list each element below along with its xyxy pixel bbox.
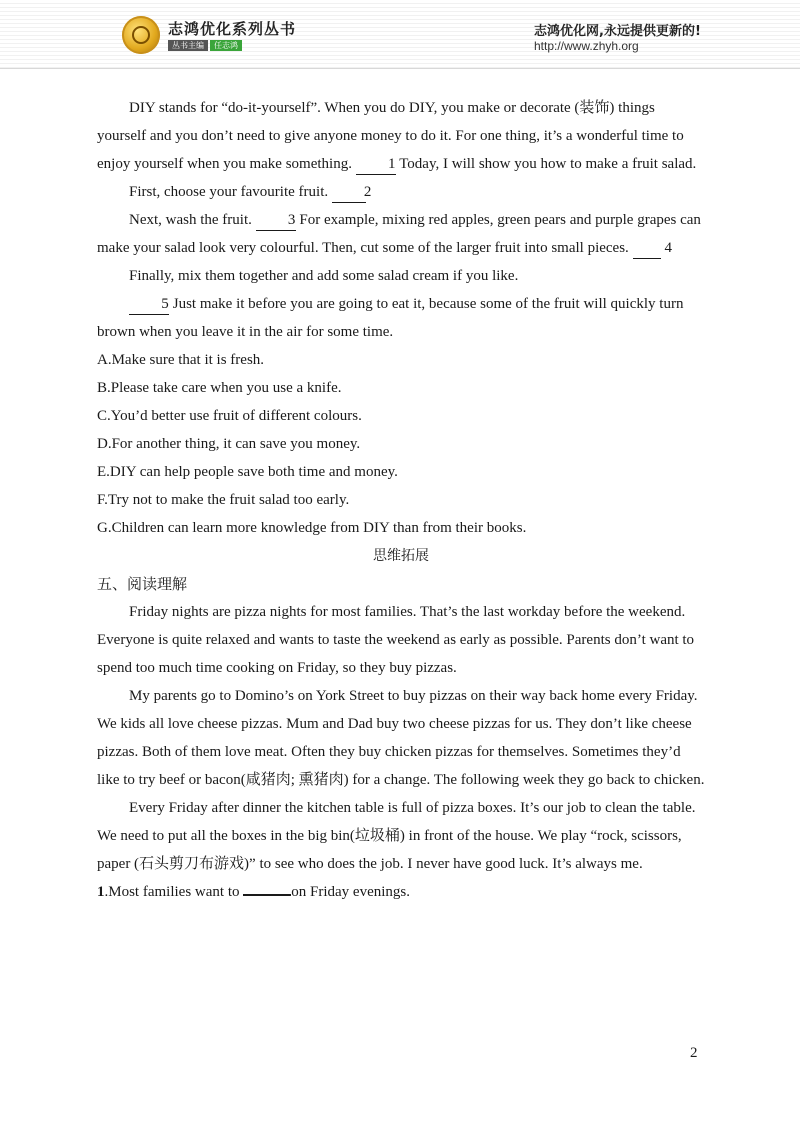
page-number: 2 — [690, 1045, 698, 1061]
blank-5: 5 — [129, 294, 169, 315]
question-1-answer-blank[interactable] — [243, 880, 291, 896]
passage1-paragraph-1 — [97, 94, 705, 178]
header-slogan: 志鸿优化网,永远提供更新的! — [534, 24, 701, 39]
header-url[interactable]: http://www.zhyh.org — [534, 39, 639, 53]
blank-1: 1 — [356, 154, 396, 175]
question-1 — [97, 878, 705, 906]
blank-3: 3 — [256, 210, 296, 231]
question-1-text: .Most families want to — [104, 884, 244, 900]
option-b: B.Please take care when you use a knife. — [97, 380, 342, 396]
passage2-paragraph-3: Every Friday after dinner the kitchen table is full of pizza boxes. It’s our job to clean the table. We need to put all the boxes in the big bin(垃圾桶) in front of the house. We play “rock, scissors, paper (石头剪刀布游戏)” to see who does the job. I never have good luck. It’s always me. — [97, 800, 696, 872]
publisher-logo-icon — [122, 16, 160, 54]
editor-badge-label: 丛书主编 — [168, 40, 208, 51]
passage1-paragraph-2 — [97, 178, 705, 206]
option-g: G.Children can learn more knowledge from DIY than from their books. — [97, 520, 527, 536]
editor-badge-name: 任志鸿 — [210, 40, 242, 51]
question-1-number: 1 — [97, 884, 105, 900]
option-a: A.Make sure that it is fresh. — [97, 352, 265, 368]
series-title: 志鸿优化系列丛书 — [168, 20, 297, 38]
page-header — [0, 0, 800, 69]
passage1-paragraph-3 — [97, 206, 705, 262]
passage1-paragraph-4: Finally, mix them together and add some salad cream if you like. — [129, 268, 519, 284]
passage1-p3-text: Next, wash the fruit. — [129, 212, 252, 228]
passage1-p1-text: DIY stands for “do-it-yourself”. When you do DIY, you make or decorate (装饰) things yourself and you don’t need to give anyone money to do it. For one thing, it’s a wonderful time to enjoy yourself when you make something. — [97, 100, 684, 172]
editor-badge-row — [168, 40, 242, 51]
passage1-p2-text: First, choose your favourite fruit. — [129, 184, 329, 200]
passage1-paragraph-5 — [97, 290, 705, 346]
passage1-p5-text: Just make it before you are going to eat it, because some of the fruit will quickly turn brown when you leave it in the air for some time. — [97, 296, 684, 340]
passage1-p3-text-end: For example, mixing red apples, green pears and purple grapes can make your salad look very colourful. Then, cut some of the larger fruit into small pieces. — [97, 212, 701, 256]
passage1-p1-text-end: Today, I will show you how to make a fruit salad. — [399, 156, 697, 172]
passage2-paragraph-2: My parents go to Domino’s on York Street to buy pizzas on their way back home every Friday. We kids all love cheese pizzas. Mum and Dad buy two cheese pizzas for us. They don’t like cheese pizzas. Both of them love meat. Often they buy chicken pizzas for themselves. Sometimes they’d like to try beef or bacon(咸猪肉; 熏猪肉) for a change. The following week they go back to chicken. — [97, 688, 705, 788]
page-content — [97, 94, 705, 906]
passage2-paragraph-1: Friday nights are pizza nights for most families. That’s the last workday before the weekend. Everyone is quite relaxed and wants to taste the weekend as early as possible. Parents don’t want to spend too much time cooking on Friday, so they buy pizzas. — [97, 604, 695, 676]
question-1-text-end: on Friday evenings. — [291, 884, 410, 900]
option-f: F.Try not to make the fruit salad too early. — [97, 492, 350, 508]
option-e: E.DIY can help people save both time and money. — [97, 464, 398, 480]
blank-4: 4 — [633, 238, 661, 259]
option-d: D.For another thing, it can save you money. — [97, 436, 361, 452]
option-c: C.You’d better use fruit of different colours. — [97, 408, 362, 424]
section-title-center: 思维拓展 — [373, 548, 429, 564]
section-heading: 五、阅读理解 — [97, 575, 188, 593]
blank-2: 2 — [332, 182, 366, 203]
